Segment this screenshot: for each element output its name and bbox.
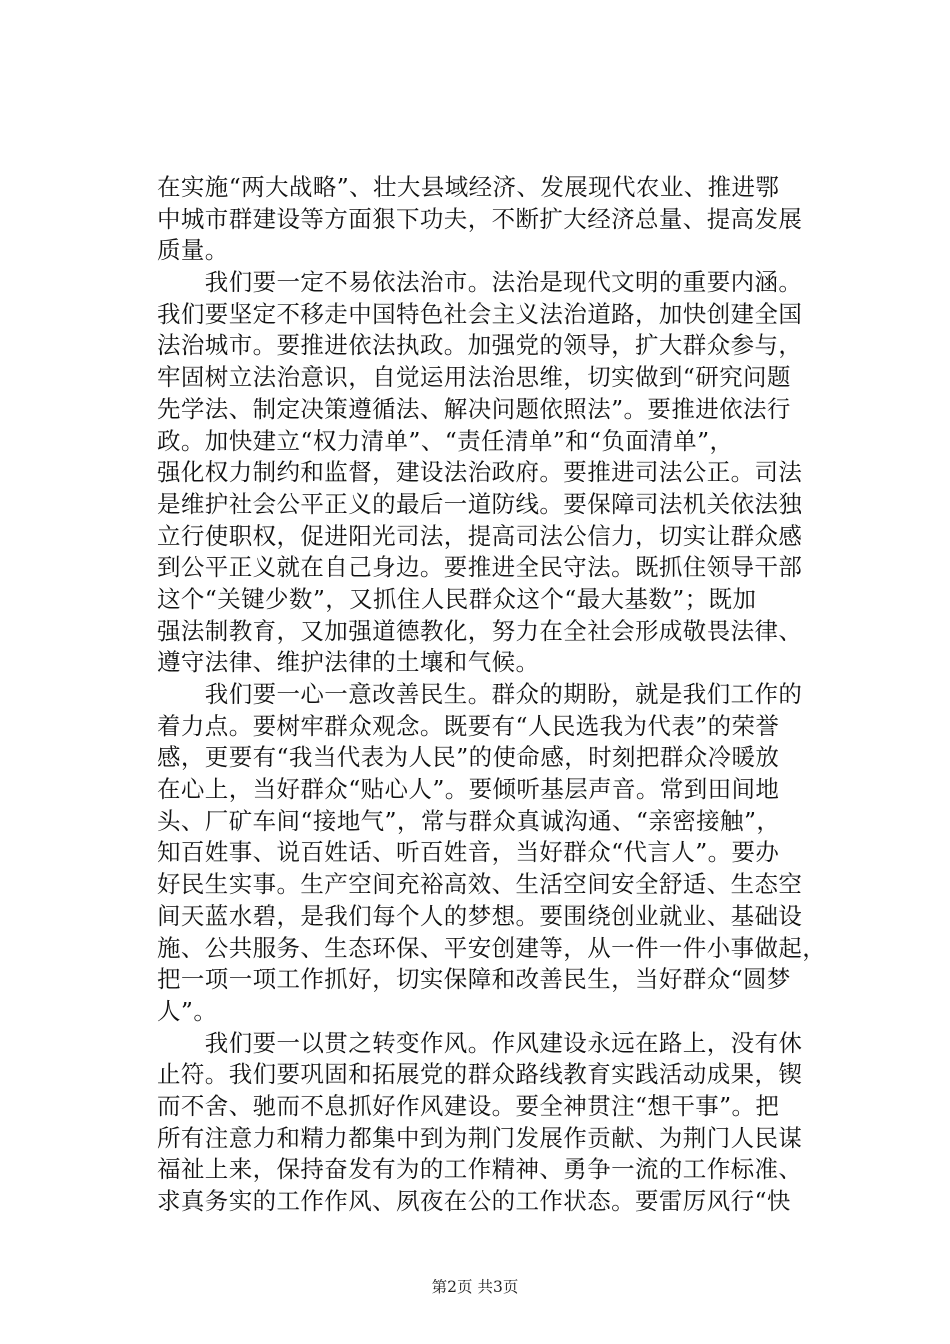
text-line: 在心上，当好群众“贴心人”。要倾听基层声音。常到田间地 (157, 775, 780, 804)
text-line: 我们要坚定不移走中国特色社会主义法治道路，加快创建全国 (157, 299, 803, 328)
text-line: 着力点。要树牢群众观念。既要有“人民选我为代表”的荣誉 (157, 711, 780, 740)
document-body (157, 172, 827, 1218)
text-line: 到公平正义就在自己身边。要推进全民守法。既抓住领导干部 (157, 553, 803, 582)
text-line: 牢固树立法治意识，自觉运用法治思维，切实做到“研究问题 (157, 363, 791, 392)
text-line: 间天蓝水碧，是我们每个人的梦想。要围绕创业就业、基础设 (157, 901, 803, 930)
text-line: 感，更要有“我当代表为人民”的使命感，时刻把群众冷暖放 (157, 743, 780, 772)
text-line: 好民生实事。生产空间充裕高效、生活空间安全舒适、生态空 (157, 870, 803, 899)
text-line: 我们要一定不易依法治市。法治是现代文明的重要内涵。 (157, 268, 803, 297)
text-line: 政。加快建立“权力清单”、“责任清单”和“负面清单”， (157, 426, 734, 455)
text-line: 这个“关键少数”，又抓住人民群众这个“最大基数”；既加 (157, 584, 757, 613)
text-line: 知百姓事、说百姓话、听百姓音，当好群众“代言人”。要办 (157, 838, 780, 867)
text-line: 强法制教育，又加强道德教化，努力在全社会形成敬畏法律、 (157, 616, 803, 645)
text-line: 求真务实的工作作风、夙夜在公的工作状态。要雷厉风行“快 (157, 1187, 791, 1215)
text-line: 而不舍、驰而不息抓好作风建设。要全神贯注“想干事”。把 (157, 1091, 780, 1120)
text-line: 立行使职权，促进阳光司法，提高司法公信力，切实让群众感 (157, 521, 803, 550)
text-line: 头、厂矿车间“接地气”，常与群众真诚沟通、“亲密接触”， (157, 806, 781, 835)
text-line: 在实施“两大战略”、壮大县域经济、发展现代农业、推进鄂 (157, 173, 780, 201)
text-line: 所有注意力和精力都集中到为荆门发展作贡献、为荆门人民谋 (157, 1123, 803, 1152)
text-line: 强化权力制约和监督，建设法治政府。要推进司法公正。司法 (157, 458, 803, 487)
text-line: 我们要一以贯之转变作风。作风建设永远在路上，没有休 (157, 1028, 803, 1057)
text-line: 我们要一心一意改善民生。群众的期盼，就是我们工作的 (157, 680, 803, 708)
text-line: 质量。 (157, 236, 229, 265)
text-line: 遵守法律、维护法律的土壤和气候。 (157, 648, 540, 677)
text-line: 法治城市。要推进依法执政。加强党的领导，扩大群众参与， (157, 331, 803, 360)
text-line: 是维护社会公平正义的最后一道防线。要保障司法机关依法独 (157, 489, 803, 518)
text-line: 把一项一项工作抓好，切实保障和改善民生，当好群众“圆梦 (157, 965, 791, 994)
text-line: 止符。我们要巩固和拓展党的群众路线教育实践活动成果，锲 (157, 1060, 803, 1089)
page-footer: 第2页 共3页 (431, 1278, 519, 1296)
text-line: 中城市群建设等方面狠下功夫，不断扩大经济总量、提高发展 (157, 204, 803, 233)
text-line: 先学法、制定决策遵循法、解决问题依照法”。要推进依法行 (157, 394, 791, 423)
text-line: 福祉上来，保持奋发有为的工作精神、勇争一流的工作标准、 (157, 1155, 803, 1184)
text-line: 施、公共服务、生态环保、平安创建等，从一件一件小事做起， (157, 933, 827, 962)
text-line: 人”。 (157, 996, 218, 1025)
